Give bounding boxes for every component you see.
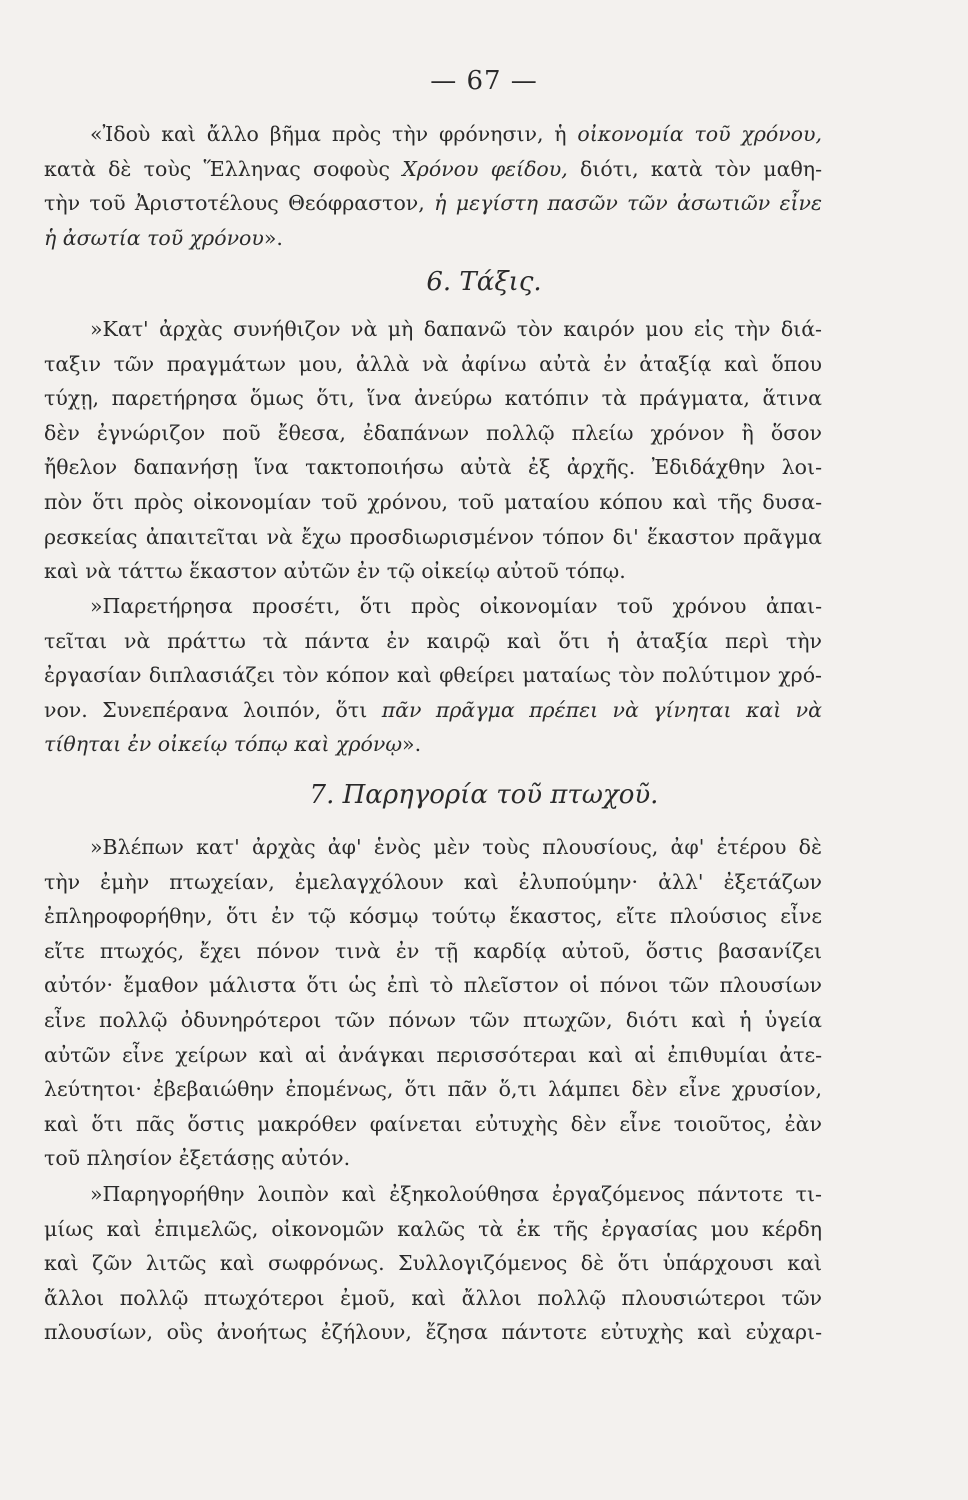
text-line: τὴν τοῦ Ἀριστοτέλους Θεόφραστον, ἡ μεγίστη πασῶν τῶν ἀσωτιῶν εἶνε: [44, 191, 822, 216]
text-line: »Βλέπων κατ' ἀρχὰς ἀφ' ἑνὸς μὲν τοὺς πλουσίους, ἀφ' ἑτέρου δὲ: [90, 835, 822, 859]
text-line: τὴν ἐμὴν πτωχείαν, ἐμελαγχόλουν καὶ ἐλυπούμην· ἀλλ' ἐξετάζων: [44, 869, 822, 894]
paragraph-economy-of-time: [44, 117, 822, 255]
text-line: τεῖται νὰ πράττω τὰ πάντα ἐν καιρῷ καὶ ὅτι ἡ ἀταξία περὶ τὴν: [44, 628, 822, 653]
text-line: ταξιν τῶν πραγμάτων μου, ἀλλὰ νὰ ἀφίνω αὐτὰ ἐν ἀταξίᾳ καὶ ὅπου: [44, 351, 822, 376]
section-heading-order: 6. Τάξις.: [426, 267, 542, 297]
text-line: »Παρηγορήθην λοιπὸν καὶ ἐξηκολούθησα ἐργαζόμενος πάντοτε τι-: [90, 1182, 822, 1206]
text-line: αὐτόν· ἔμαθον μάλιστα ὅτι ὡς ἐπὶ τὸ πλεῖστον οἱ πόνοι τῶν πλουσίων: [44, 973, 822, 998]
text-line: »Παρετήρησα προσέτι, ὅτι πρὸς οἰκονομίαν τοῦ χρόνου ἀπαι-: [90, 594, 822, 618]
text-line: πλουσίων, οὓς ἀνοήτως ἐζήλουν, ἔζησα πάντοτε εὐτυχὴς καὶ εὐχαρι-: [44, 1320, 822, 1345]
text-line: πὸν ὅτι πρὸς οἰκονομίαν τοῦ χρόνου, τοῦ ματαίου κόπου καὶ τῆς δυσα-: [44, 489, 822, 514]
text-line: δὲν ἐγνώριζον ποῦ ἔθεσα, ἐδαπάνων πολλῷ πλείω χρόνον ἢ ὅσον: [44, 420, 822, 445]
text-line: λεύτητοι· ἐβεβαιώθην ἐπομένως, ὅτι πᾶν ὅ,τι λάμπει δὲν εἶνε χρυσίον,: [44, 1077, 822, 1102]
paragraph-poverty: [44, 830, 822, 1176]
paragraph-order: [44, 312, 822, 589]
text-line: εἶνε πολλῷ ὀδυνηρότεροι τῶν πόνων τῶν πτωχῶν, διότι καὶ ἡ ὑγεία: [44, 1007, 822, 1032]
text-line: ἐργασίαν διπλασιάζει τὸν κόπον καὶ φθείρει ματαίως τὸν πολύτιμον χρό-: [44, 663, 822, 688]
text-line: ρεσκείας ἀπαιτεῖται νὰ ἔχω προσδιωρισμένον τόπον δι' ἕκαστον πρᾶγμα: [44, 524, 822, 549]
text-line: ἡ ἀσωτία τοῦ χρόνου».: [44, 225, 283, 250]
text-line: τοῦ πλησίον ἐξετάσῃς αὐτόν.: [44, 1146, 351, 1171]
text-line: νον. Συνεπέρανα λοιπόν, ὅτι πᾶν πρᾶγμα πρέπει νὰ γίνηται καὶ νὰ: [44, 697, 822, 722]
text-line: εἴτε πτωχός, ἔχει πόνον τινὰ ἐν τῇ καρδίᾳ αὐτοῦ, ὅστις βασανίζει: [44, 938, 822, 963]
text-line: καὶ ὅτι πᾶς ὅστις μακρόθεν φαίνεται εὐτυχὴς δὲν εἶνε τοιοῦτος, ἐὰν: [44, 1111, 822, 1136]
page-number: — 67 —: [430, 66, 538, 96]
text-line: καὶ ζῶν λιτῶς καὶ σωφρόνως. Συλλογιζόμενος δὲ ὅτι ὑπάρχουσι καὶ: [44, 1251, 822, 1276]
text-line: «Ἰδοὺ καὶ ἄλλο βῆμα πρὸς τὴν φρόνησιν, ἡ οἰκονομία τοῦ χρόνου,: [90, 122, 822, 146]
text-line: ἄλλοι πολλῷ πτωχότεροι ἐμοῦ, καὶ ἄλλοι πολλῷ πλουσιώτεροι τῶν: [44, 1285, 822, 1310]
paragraph-timeliness: [44, 589, 822, 762]
text-line: μίως καὶ ἐπιμελῶς, οἰκονομῶν καλῶς τὰ ἐκ τῆς ἐργασίας μου κέρδη: [44, 1216, 822, 1241]
paragraph-contentment: [44, 1177, 822, 1350]
text-line: αὐτῶν εἶνε χείρων καὶ αἱ ἀνάγκαι περισσότεραι καὶ αἱ ἐπιθυμίαι ἀτε-: [44, 1042, 822, 1067]
text-line: καὶ νὰ τάττω ἕκαστον αὐτῶν ἐν τῷ οἰκείῳ αὐτοῦ τόπῳ.: [44, 559, 626, 584]
text-line: »Κατ' ἀρχὰς συνήθιζον νὰ μὴ δαπανῶ τὸν καιρόν μου εἰς τὴν διά-: [90, 317, 822, 341]
section-heading-consolation: 7. Παρηγορία τοῦ πτωχοῦ.: [309, 780, 659, 810]
text-line: ἤθελον δαπανήσῃ ἵνα τακτοποιήσω αὐτὰ ἐξ ἀρχῆς. Ἐδιδάχθην λοι-: [44, 455, 822, 480]
text-line: τύχῃ, παρετήρησα ὅμως ὅτι, ἵνα ἀνεύρω κατόπιν τὰ πράγματα, ἅτινα: [44, 386, 822, 411]
text-line: ἐπληροφορήθην, ὅτι ἐν τῷ κόσμῳ τούτῳ ἕκαστος, εἴτε πλούσιος εἶνε: [44, 904, 822, 929]
text-line: κατὰ δὲ τοὺς Ἕλληνας σοφοὺς Χρόνου φείδου, διότι, κατὰ τὸν μαθη-: [44, 156, 822, 181]
text-line: τίθηται ἐν οἰκείῳ τόπῳ καὶ χρόνῳ».: [44, 732, 422, 757]
